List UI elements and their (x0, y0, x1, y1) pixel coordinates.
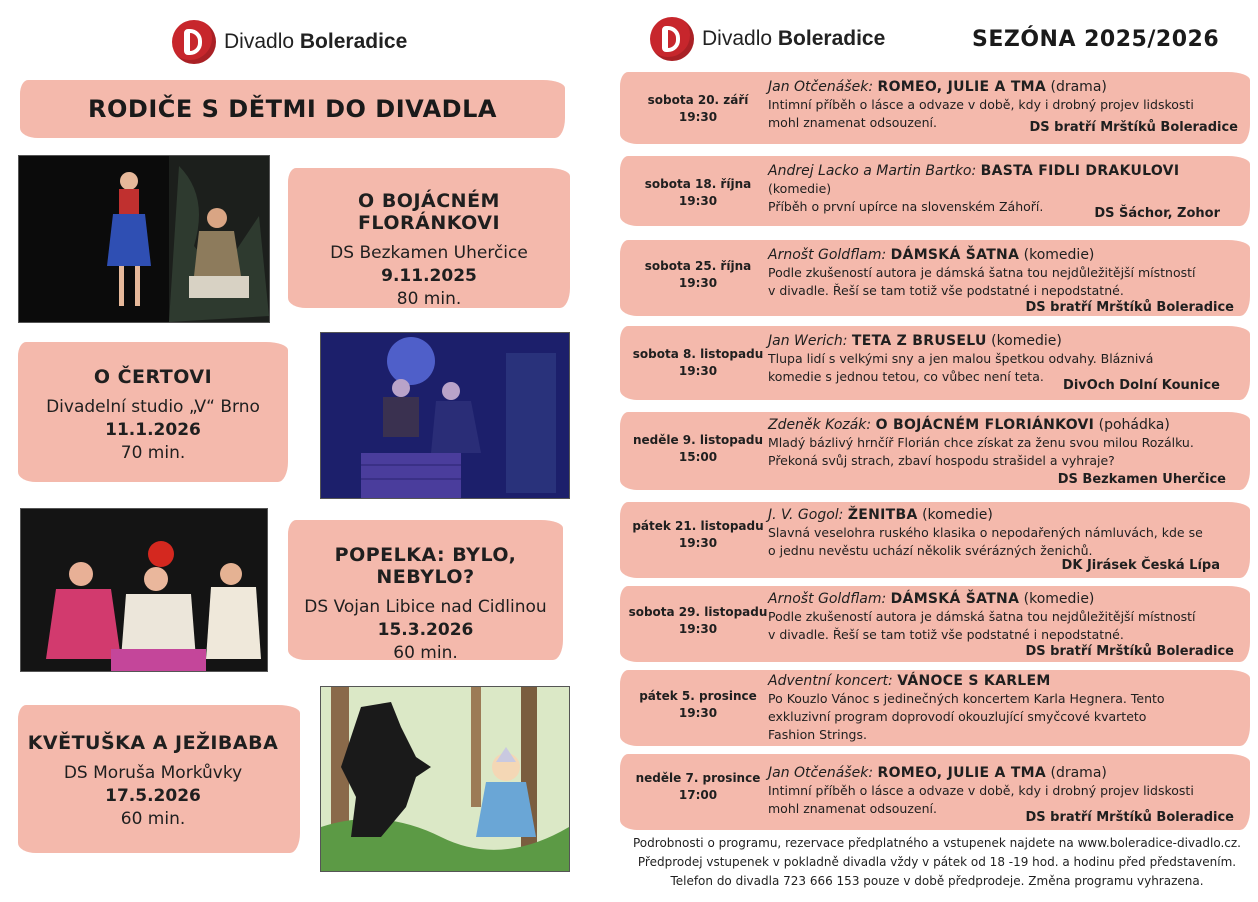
show-duration: 80 min. (396, 289, 462, 309)
event-day: neděle 7. prosince (635, 771, 761, 785)
page-headline: RODIČE S DĚTMI DO DIVADLA (88, 95, 497, 123)
event-day: pátek 5. prosince (639, 689, 757, 703)
show-date: 11.1.2026 (105, 420, 201, 440)
event-8: pátek 5. prosince 19:30 Adventní koncert: VÁNOCE S KARLEM Po Kouzlo Vánoc s jedinečných koncertem Karla Hegnera. Tento exkluzivní program doprovodí okouzlující smyčcové kvarteto Fashion Strings. (620, 670, 1250, 746)
show-1 (288, 190, 570, 311)
show-date: 15.3.2026 (377, 620, 474, 640)
event-9: neděle 7. prosince 17:00 Jan Otčenášek: ROMEO, JULIE A TMA (drama) Intimní příběh o lásce a odvaze v době, kdy i drobný projev lidskosti mohl znamenat odsouzení. DS bratří Mrštíků Boleradice (620, 754, 1250, 832)
event-7: sobota 29. listopadu 19:30 Arnošt Goldflam: DÁMSKÁ ŠATNA (komedie) Podle zkušeností autora je dámská šatna tou nejdůležitější místností v divadle. Řeší se tam totiž vše podstatné i nepodstatné. DS bratří Mrštíků Boleradice (620, 586, 1250, 664)
event-desc: Tlupa lidí s velkými sny a jen malou špetkou odvahy. Bláznivá (768, 351, 1154, 366)
show-company: DS Moruša Morkůvky (63, 763, 243, 783)
event-company: DS bratří Mrštíků Boleradice (1025, 810, 1234, 825)
footer-info (620, 834, 1254, 891)
show-title: O ČERTOVI (93, 366, 213, 388)
event-day: neděle 9. listopadu (632, 433, 764, 447)
event-desc: o jednu nevěstu uchází několik svérázných ženichů. (768, 543, 1093, 558)
brand-text: Divadlo Boleradice (224, 30, 408, 53)
event-desc: komedie s jednou tetou, co vůbec není teta. (768, 369, 1044, 384)
event-desc: v divadle. Řeší se tam totiž vše podstatné i nepodstatné. (768, 283, 1124, 298)
event-desc: Po Kouzlo Vánoc s jedinečných koncertem Karla Hegnera. Tento (768, 691, 1165, 706)
event-desc: exkluzivní program doprovodí okouzlující smyčcové kvarteto (768, 709, 1147, 724)
event-day: sobota 29. listopadu (628, 605, 768, 619)
event-company: DivOch Dolní Kounice (1063, 378, 1220, 393)
event-title: ROMEO, JULIE A TMA (877, 765, 1047, 781)
event-day: sobota 20. září (647, 93, 749, 107)
show-duration: 70 min. (120, 443, 186, 463)
event-company: DS Šáchor, Zohor (1094, 206, 1220, 221)
event-title: TETA Z BRUSELU (851, 333, 987, 349)
event-desc: Podle zkušeností autora je dámská šatna tou nejdůležitější místností (768, 609, 1196, 624)
event-desc: Příběh o první upírce na slovenském Záhoří. (768, 199, 1044, 214)
event-desc: mohl znamenat odsouzení. (768, 115, 937, 130)
photo-certovi (320, 332, 570, 499)
event-time: 19:30 (678, 536, 718, 550)
show-date: 9.11.2025 (381, 266, 477, 286)
event-1: sobota 20. září 19:30 Jan Otčenášek: ROMEO, JULIE A TMA (drama) Intimní příběh o lásce a odvaze v době, kdy i drobný projev lidskosti mohl znamenat odsouzení. DS bratří Mrštíků Boleradice (620, 72, 1250, 146)
event-title: DÁMSKÁ ŠATNA (890, 247, 1020, 263)
event-time: 17:00 (678, 788, 718, 802)
footer-line: Předprodej vstupenek v pokladně divadla vždy v pátek od 18 -19 hod. a hodinu před představením. (637, 855, 1237, 869)
event-day: sobota 18. října (644, 177, 752, 191)
show-company: Divadelní studio „V“ Brno (46, 397, 260, 417)
show-title: POPELKA: BYLO, NEBYLO? (334, 544, 517, 588)
photo-florankovi (18, 155, 270, 323)
event-company: DS bratří Mrštíků Boleradice (1029, 120, 1238, 135)
show-duration: 60 min. (120, 809, 186, 829)
event-title: ŽENITBA (847, 507, 918, 523)
logo-right (650, 17, 885, 61)
show-4 (18, 732, 288, 831)
event-time: 19:30 (678, 276, 718, 290)
event-day: pátek 21. listopadu (632, 519, 764, 533)
event-5: neděle 9. listopadu 15:00 Zdeněk Kozák: O BOJÁCNÉM FLORIÁNKOVI (pohádka) Mladý bázlivý hrnčíř Florián chce získat za ženu svou milou Rozálku. Překoná svůj strach, zbaví hospodu strašidel a vyhraje? DS Bezkamen Uherčice (620, 412, 1250, 492)
event-title: VÁNOCE S KARLEM (897, 673, 1051, 689)
event-time: 19:30 (678, 110, 718, 124)
event-desc: Slavná veselohra ruského klasika o nepodařených námluvách, kde se (768, 525, 1203, 540)
theatre-logo-icon (650, 17, 694, 61)
event-day: sobota 25. října (644, 259, 752, 273)
event-company: DS bratří Mrštíků Boleradice (1025, 644, 1234, 659)
show-company: DS Bezkamen Uherčice (330, 243, 528, 263)
event-day: sobota 8. listopadu (632, 347, 764, 361)
event-desc: Intimní příběh o lásce a odvaze v době, kdy i drobný projev lidskosti (768, 97, 1194, 112)
event-time: 15:00 (678, 450, 718, 464)
show-title: O BOJÁCNÉM FLORÁNKOVI (357, 190, 501, 234)
event-title: DÁMSKÁ ŠATNA (890, 591, 1020, 607)
event-desc: Podle zkušeností autora je dámská šatna tou nejdůležitější místností (768, 265, 1196, 280)
event-company: DS bratří Mrštíků Boleradice (1025, 300, 1234, 315)
event-desc: mohl znamenat odsouzení. (768, 801, 937, 816)
event-title: O BOJÁCNÉM FLORIÁNKOVI (875, 417, 1095, 433)
event-desc: Fashion Strings. (768, 727, 867, 742)
event-company: DS Bezkamen Uherčice (1057, 472, 1226, 487)
show-company: DS Vojan Libice nad Cidlinou (304, 597, 547, 617)
event-genre: (komedie) (768, 181, 832, 196)
event-2: sobota 18. října 19:30 Andrej Lacko a Martin Bartko: BASTA FIDLI DRAKULOVI (komedie) Příběh o první upírce na slovenském Záhoří. DS Šáchor, Zohor (620, 156, 1250, 228)
theatre-logo-icon (172, 20, 216, 64)
show-title: KVĚTUŠKA A JEŽIBABA (27, 732, 279, 754)
event-desc: v divadle. Řeší se tam totiž vše podstatné i nepodstatné. (768, 627, 1124, 642)
event-3: sobota 25. října 19:30 Arnošt Goldflam: DÁMSKÁ ŠATNA (komedie) Podle zkušeností autora je dámská šatna tou nejdůležitější místností v divadle. Řeší se tam totiž vše podstatné i nepodstatné. DS bratří Mrštíků Boleradice (620, 240, 1250, 316)
event-company: DK Jirásek Česká Lípa (1061, 558, 1220, 573)
event-time: 19:30 (678, 622, 718, 636)
event-time: 19:30 (678, 194, 718, 208)
photo-popelka (20, 508, 268, 672)
show-date: 17.5.2026 (105, 786, 201, 806)
event-4: sobota 8. listopadu 19:30 Jan Werich: TETA Z BRUSELU (komedie) Tlupa lidí s velkými sny a jen malou špetkou odvahy. Bláznivá komedie s jednou tetou, co vůbec není teta. DivOch Dolní Kounice (620, 326, 1250, 402)
event-title: BASTA FIDLI DRAKULOVI (980, 163, 1180, 179)
event-desc: Mladý bázlivý hrnčíř Florián chce získat za ženu svou milou Rozálku. (768, 435, 1194, 450)
event-desc: Překoná svůj strach, zbaví hospodu strašidel a vyhraje? (768, 453, 1115, 468)
event-time: 19:30 (678, 364, 718, 378)
show-2 (18, 366, 288, 465)
photo-kvetuska (320, 686, 570, 872)
season-title: SEZÓNA 2025/2026 (972, 27, 1220, 52)
show-duration: 60 min. (393, 643, 458, 663)
event-time: 19:30 (678, 706, 718, 720)
footer-line: Podrobnosti o programu, rezervace předplatného a vstupenek najdete na www.boleradice-divadlo.cz. (633, 836, 1241, 850)
brand-text: Divadlo Boleradice (702, 27, 886, 50)
event-desc: Intimní příběh o lásce a odvaze v době, kdy i drobný projev lidskosti (768, 783, 1194, 798)
show-3 (288, 544, 563, 665)
logo-left (172, 20, 407, 64)
event-title: ROMEO, JULIE A TMA (877, 79, 1047, 95)
footer-line: Telefon do divadla 723 666 153 pouze v době předprodeje. Změna programu vyhrazena. (670, 874, 1204, 888)
event-6: pátek 21. listopadu 19:30 J. V. Gogol: ŽENITBA (komedie) Slavná veselohra ruského klasika o nepodařených námluvách, kde se o jednu nevěstu uchází několik svérázných ženichů. DK Jirásek Česká Lípa (620, 502, 1250, 580)
